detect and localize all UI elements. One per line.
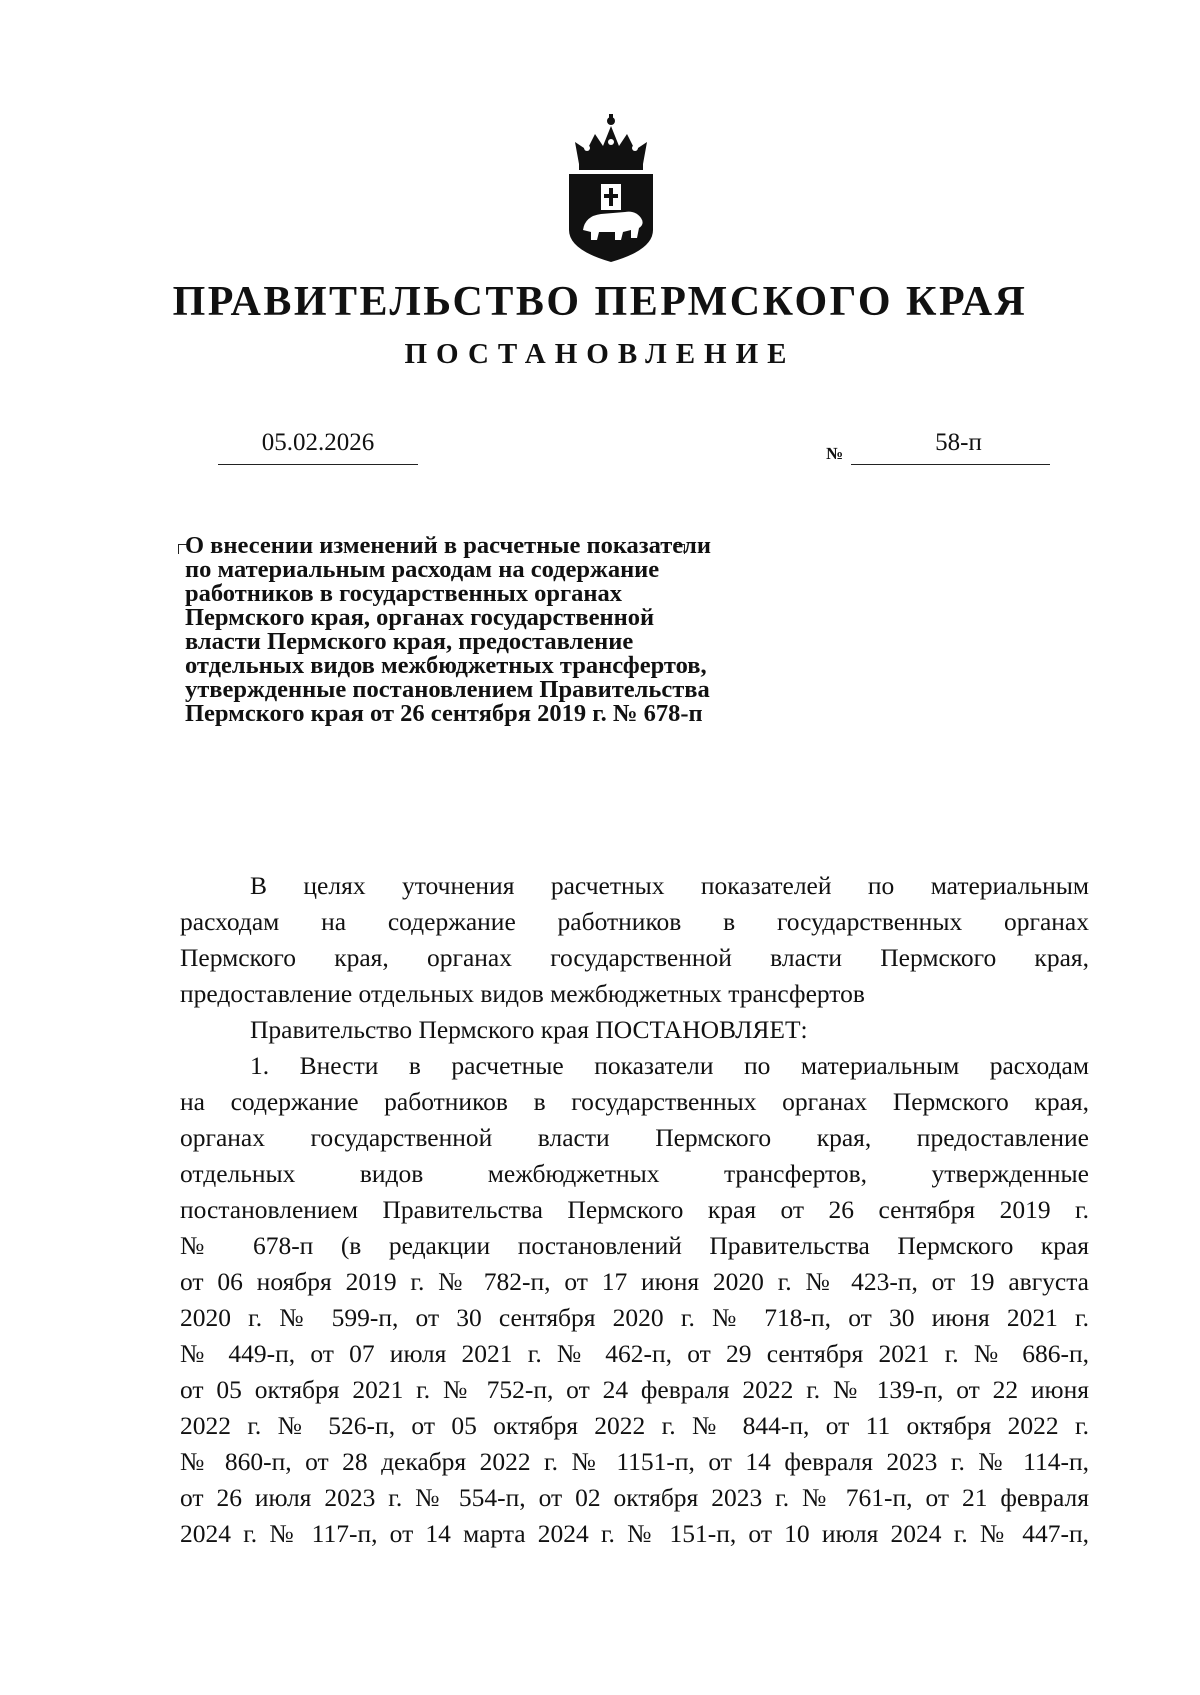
- body-line: В целях уточнения расчетных показателей по материальным: [250, 871, 1089, 900]
- body-line: Пермского края, органах государственной власти Пермского края,: [180, 943, 1089, 972]
- body-line: от 26 июля 2023 г. № 554-п, от 02 октября 2023 г. № 761-п, от 21 февраля: [180, 1483, 1089, 1512]
- body-line: Правительство Пермского края ПОСТАНОВЛЯЕТ:: [250, 1015, 808, 1044]
- document-subject: [185, 534, 825, 726]
- document-date: 05.02.2026: [218, 422, 418, 465]
- document-body: [180, 868, 1089, 1552]
- body-line: отдельных видов межбюджетных трансфертов, утвержденные: [180, 1159, 1089, 1188]
- body-line: 1. Внести в расчетные показатели по материальным расходам: [250, 1051, 1089, 1080]
- body-line: 2024 г. № 117-п, от 14 марта 2024 г. № 151-п, от 10 июля 2024 г. № 447-п,: [180, 1519, 1089, 1548]
- body-line: органах государственной власти Пермского края, предоставление: [180, 1123, 1089, 1152]
- body-line: постановлением Правительства Пермского края от 26 сентября 2019 г.: [180, 1195, 1089, 1224]
- document-number: 58-п: [935, 429, 982, 456]
- subject-line: Пермского края, органах государственной: [185, 604, 655, 631]
- body-line: предоставление отдельных видов межбюджетных трансфертов: [180, 979, 865, 1008]
- subject-line: работников в государственных органах: [185, 580, 623, 607]
- body-line: № 860-п, от 28 декабря 2022 г. № 1151-п, от 14 февраля 2023 г. № 114-п,: [180, 1447, 1089, 1476]
- body-line: № 449-п, от 07 июля 2021 г. № 462-п, от 29 сентября 2021 г. № 686-п,: [180, 1339, 1089, 1368]
- body-line: на содержание работников в государственных органах Пермского края,: [180, 1087, 1089, 1116]
- body-line: 2022 г. № 526-п, от 05 октября 2022 г. № 844-п, от 11 октября 2022 г.: [180, 1411, 1089, 1440]
- number-sign: №: [826, 444, 844, 463]
- body-line: от 06 ноября 2019 г. № 782-п, от 17 июня 2020 г. № 423-п, от 19 августа: [180, 1267, 1089, 1296]
- subject-line: О внесении изменений в расчетные показатели: [185, 532, 712, 559]
- document-number-field: [851, 422, 1050, 465]
- perm-krai-coat-of-arms-icon: [565, 112, 657, 262]
- subject-line: власти Пермского края, предоставление: [185, 628, 634, 655]
- document-type: ПОСТАНОВЛЕНИЕ: [404, 338, 796, 370]
- body-line: № 678-п (в редакции постановлений Правительства Пермского края: [180, 1231, 1089, 1260]
- subject-line: Пермского края от 26 сентября 2019 г. № 678-п: [185, 700, 703, 727]
- subject-line: по материальным расходам на содержание: [185, 556, 660, 583]
- government-name: ПРАВИТЕЛЬСТВО ПЕРМСКОГО КРАЯ: [172, 279, 1028, 325]
- body-line: от 05 октября 2021 г. № 752-п, от 24 февраля 2022 г. № 139-п, от 22 июня: [180, 1375, 1089, 1404]
- subject-line: отдельных видов межбюджетных трансфертов,: [185, 652, 707, 679]
- body-line: 2020 г. № 599-п, от 30 сентября 2020 г. № 718-п, от 30 июня 2021 г.: [180, 1303, 1089, 1332]
- subject-line: утвержденные постановлением Правительства: [185, 676, 710, 703]
- body-line: расходам на содержание работников в государственных органах: [180, 907, 1089, 936]
